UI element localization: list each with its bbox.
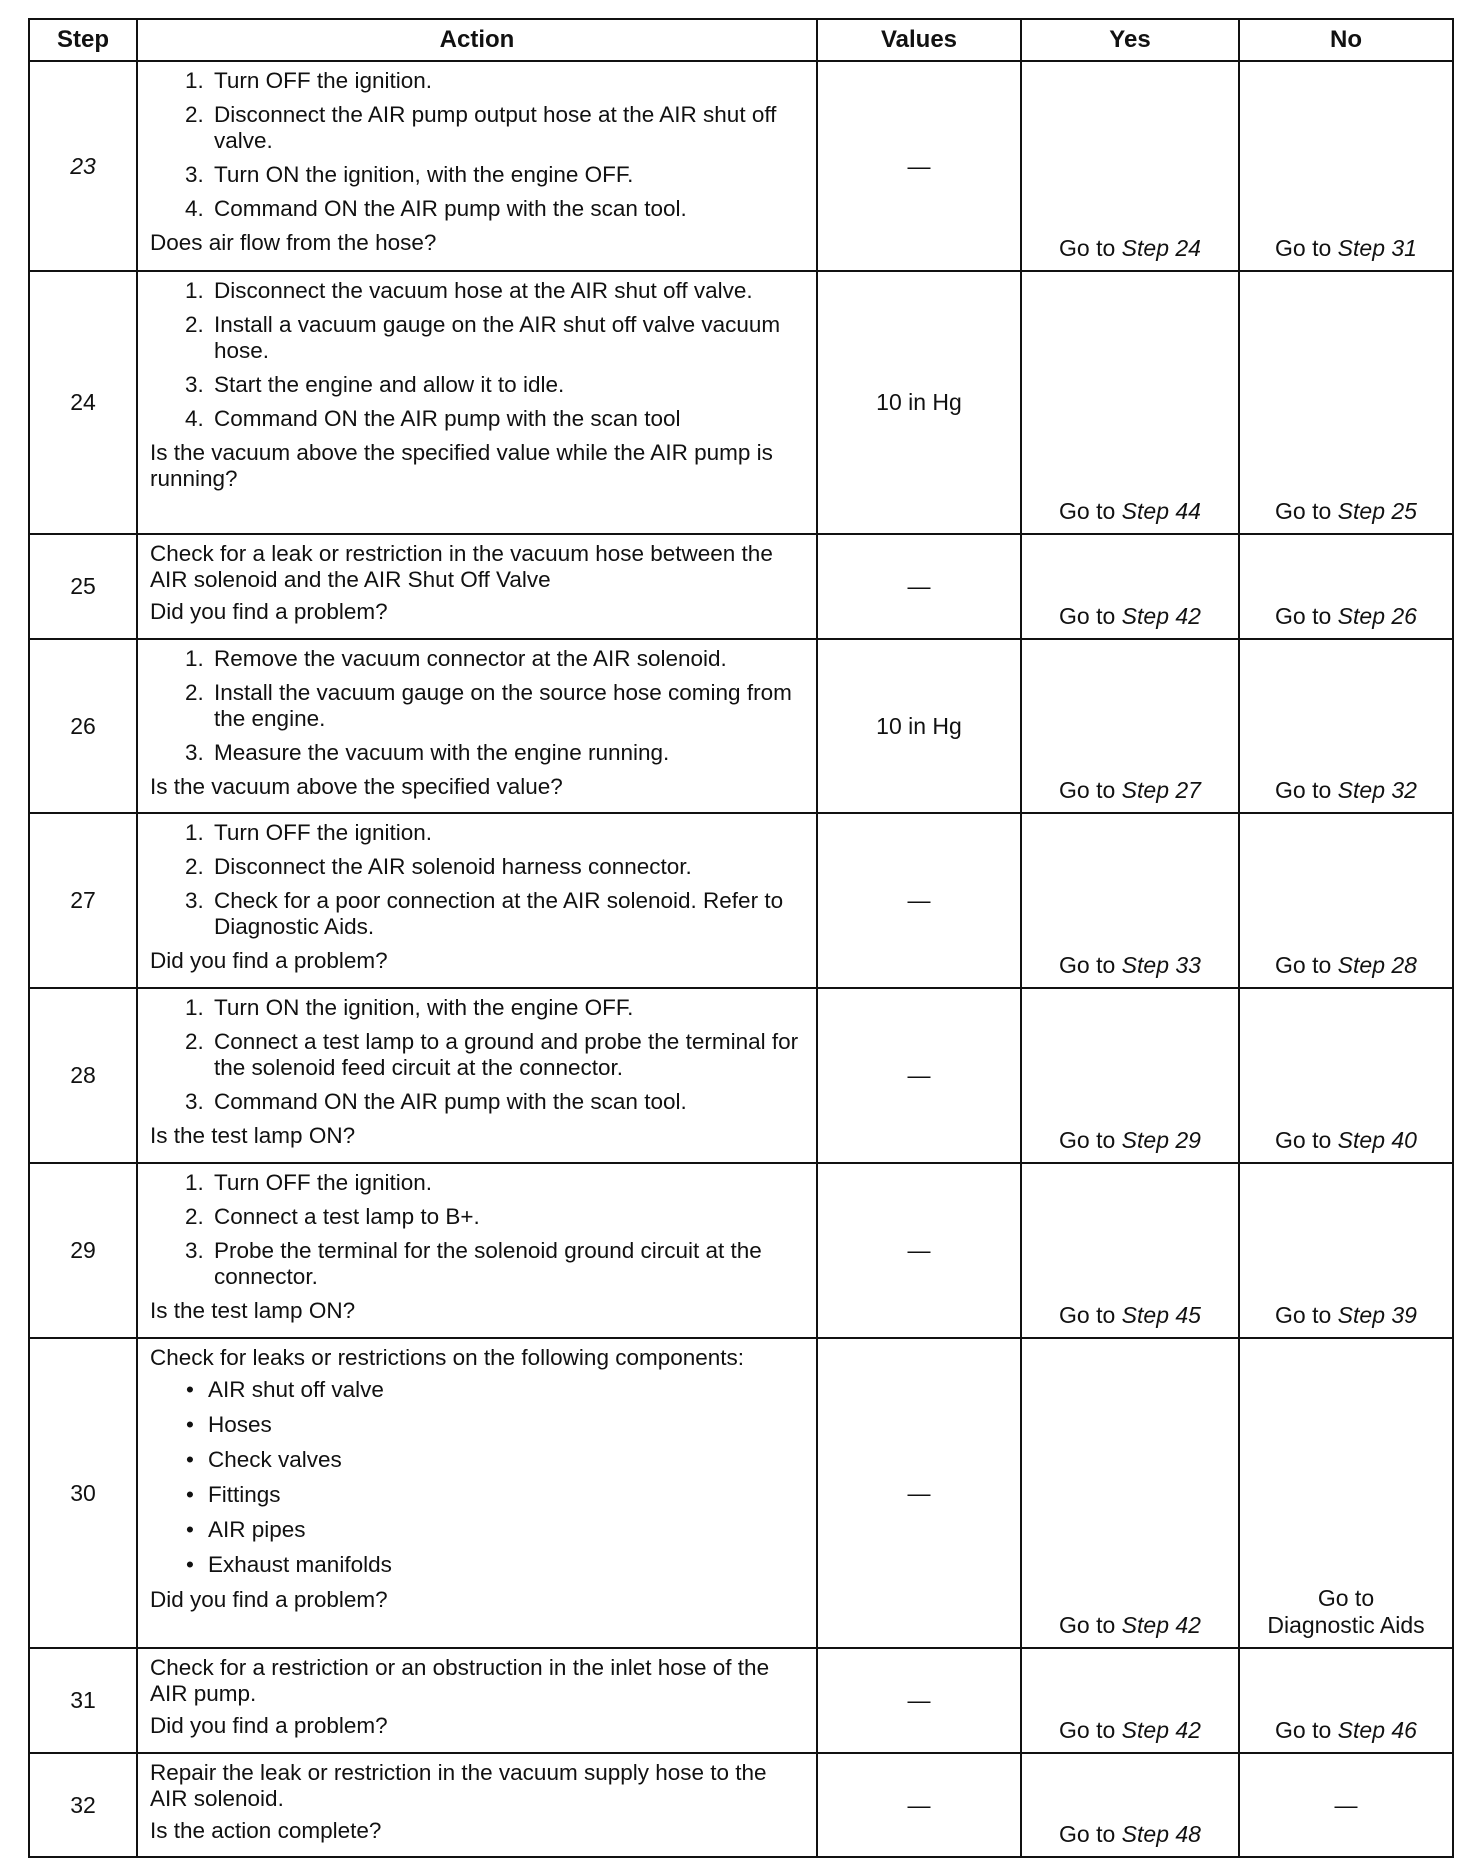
yes-cell [1021,1648,1239,1753]
action-question: Is the vacuum above the specified value while the AIR pump is running? [150,440,773,491]
goto-prefix: Go to [1275,952,1332,978]
step-number: 27 [29,813,137,988]
yes-cell [1021,534,1239,639]
header-row [29,19,1453,61]
yes-cell [1021,1338,1239,1648]
no-cell [1239,61,1453,271]
yes-cell [1021,271,1239,534]
yes-cell [1021,813,1239,988]
yes-step-ref: Step 48 [1121,1821,1201,1847]
action-question: Is the action complete? [150,1818,382,1843]
yes-step-ref: Step 42 [1121,603,1201,629]
action-step: 3. Probe the terminal for the solenoid ground circuit at the connector. [210,1238,808,1290]
table-row [29,534,1453,639]
step-number: 25 [29,534,137,639]
step-number: 28 [29,988,137,1163]
goto-prefix: Go to [1275,1717,1332,1743]
step-number: 29 [29,1163,137,1338]
yes-cell [1021,639,1239,813]
action-step: 1. Turn OFF the ignition. [210,68,808,94]
goto-prefix: Go to [1275,498,1332,524]
no-cell: — [1239,1753,1453,1857]
action-question: Did you find a problem? [150,948,388,973]
action-intro: Repair the leak or restriction in the vacuum supply hose to the AIR solenoid. [150,1760,767,1811]
diagnostic-table [28,18,1454,1858]
list-item: • Check valves [208,1447,808,1473]
action-steps [150,278,808,432]
no-step-ref: Step 40 [1337,1127,1417,1153]
action-cell [137,988,817,1163]
action-step: 2. Disconnect the AIR solenoid harness connector. [210,854,808,880]
action-step: 2. Connect a test lamp to a ground and probe the terminal for the solenoid feed circuit at the connector. [210,1029,808,1081]
action-cell [137,1163,817,1338]
action-intro: Check for a restriction or an obstruction in the inlet hose of the AIR pump. [150,1655,770,1706]
no-cell [1239,813,1453,988]
step-number: 24 [29,271,137,534]
action-step: 2. Connect a test lamp to B+. [210,1204,808,1230]
action-step: 3. Command ON the AIR pump with the scan tool. [210,1089,808,1115]
action-steps [150,820,808,940]
yes-step-ref: Step 42 [1121,1717,1201,1743]
action-cell [137,1338,817,1648]
header-values: Values [817,19,1021,61]
action-step: 1. Turn OFF the ignition. [210,1170,808,1196]
header-yes: Yes [1021,19,1239,61]
list-item: • AIR pipes [208,1517,808,1543]
no-step-ref: Step 39 [1337,1302,1417,1328]
no-step-ref: Step 31 [1337,235,1417,261]
value-cell: — [817,1338,1021,1648]
header-no: No [1239,19,1453,61]
yes-cell [1021,61,1239,271]
action-step: 2. Install the vacuum gauge on the source hose coming from the engine. [210,680,808,732]
value-cell: — [817,1753,1021,1857]
goto-prefix: Go to [1275,235,1332,261]
goto-prefix: Go to [1059,498,1116,524]
action-question: Did you find a problem? [150,1587,388,1612]
value-cell: — [817,534,1021,639]
table-row [29,813,1453,988]
action-step: 1. Remove the vacuum connector at the AIR solenoid. [210,646,808,672]
goto-prefix: Go to [1059,1821,1116,1847]
action-step: 3. Measure the vacuum with the engine running. [210,740,808,766]
no-step-ref: Step 26 [1337,603,1417,629]
yes-step-ref: Step 27 [1121,777,1201,803]
action-step: 4. Command ON the AIR pump with the scan tool. [210,196,808,222]
step-number: 26 [29,639,137,813]
yes-cell [1021,1163,1239,1338]
goto-prefix: Go to [1275,777,1332,803]
action-step: 1. Disconnect the vacuum hose at the AIR shut off valve. [210,278,808,304]
yes-step-ref: Step 45 [1121,1302,1201,1328]
goto-prefix: Go to [1059,235,1116,261]
table-row [29,1338,1453,1648]
action-step: 3. Turn ON the ignition, with the engine OFF. [210,162,808,188]
component-list [150,1377,808,1578]
action-step: 2. Disconnect the AIR pump output hose at the AIR shut off valve. [210,102,808,154]
action-intro: Check for a leak or restriction in the vacuum hose between the AIR solenoid and the AIR Shut Off Valve [150,541,773,592]
header-step: Step [29,19,137,61]
yes-cell [1021,1753,1239,1857]
action-cell [137,534,817,639]
value-cell: 10 in Hg [817,271,1021,534]
no-cell [1239,1163,1453,1338]
value-cell: — [817,813,1021,988]
no-cell [1239,988,1453,1163]
list-item: • Exhaust manifolds [208,1552,808,1578]
action-question: Did you find a problem? [150,1713,388,1738]
goto-prefix: Go to [1059,603,1116,629]
action-intro: Check for leaks or restrictions on the following components: [150,1345,745,1370]
no-cell [1239,1648,1453,1753]
goto-prefix: Go to [1275,1302,1332,1328]
yes-step-ref: Step 29 [1121,1127,1201,1153]
yes-step-ref: Step 24 [1121,235,1201,261]
yes-step-ref: Step 44 [1121,498,1201,524]
table-row [29,639,1453,813]
action-question: Is the vacuum above the specified value? [150,774,563,799]
no-cell [1239,534,1453,639]
yes-step-ref: Step 42 [1121,1612,1201,1638]
action-steps [150,995,808,1115]
yes-cell [1021,988,1239,1163]
action-cell [137,61,817,271]
value-cell: — [817,988,1021,1163]
list-item: • Hoses [208,1412,808,1438]
step-number: 31 [29,1648,137,1753]
action-step: 1. Turn ON the ignition, with the engine OFF. [210,995,808,1021]
table-row [29,61,1453,271]
goto-prefix: Go to [1059,1612,1116,1638]
step-number: 23 [29,61,137,271]
no-cell [1239,1338,1453,1648]
no-step-ref: Step 32 [1337,777,1417,803]
action-cell [137,271,817,534]
no-step-ref: Step 28 [1337,952,1417,978]
action-question: Is the test lamp ON? [150,1298,356,1323]
goto-prefix: Go to [1059,952,1116,978]
action-cell [137,639,817,813]
table-row [29,1753,1453,1857]
action-question: Does air flow from the hose? [150,230,437,255]
action-cell [137,1648,817,1753]
value-cell: — [817,1648,1021,1753]
action-question: Did you find a problem? [150,599,388,624]
goto-prefix: Go to [1275,1127,1332,1153]
action-step: 3. Check for a poor connection at the AIR solenoid. Refer to Diagnostic Aids. [210,888,808,940]
action-cell [137,813,817,988]
yes-step-ref: Step 33 [1121,952,1201,978]
action-steps [150,68,808,222]
no-cell [1239,639,1453,813]
goto-prefix: Go to [1275,603,1332,629]
no-step-ref: Step 25 [1337,498,1417,524]
goto-prefix: Go to [1059,1717,1116,1743]
table-row [29,1163,1453,1338]
action-steps [150,1170,808,1290]
goto-prefix: Go to [1059,1302,1116,1328]
list-item: • Fittings [208,1482,808,1508]
action-steps [150,646,808,766]
value-cell: — [817,1163,1021,1338]
no-cell [1239,271,1453,534]
no-target-text: Diagnostic Aids [1267,1612,1425,1638]
action-step: 3. Start the engine and allow it to idle. [210,372,808,398]
goto-prefix: Go to [1059,777,1116,803]
goto-prefix: Go to [1059,1127,1116,1153]
table-row [29,988,1453,1163]
value-cell: — [817,61,1021,271]
action-cell [137,1753,817,1857]
list-item: • AIR shut off valve [208,1377,808,1403]
action-question: Is the test lamp ON? [150,1123,356,1148]
table-row [29,271,1453,534]
action-step: 4. Command ON the AIR pump with the scan tool [210,406,808,432]
action-step: 2. Install a vacuum gauge on the AIR shut off valve vacuum hose. [210,312,808,364]
header-action: Action [137,19,817,61]
step-number: 32 [29,1753,137,1857]
value-cell: 10 in Hg [817,639,1021,813]
goto-prefix: Go to [1317,1585,1375,1611]
table-row [29,1648,1453,1753]
action-step: 1. Turn OFF the ignition. [210,820,808,846]
step-number: 30 [29,1338,137,1648]
no-step-ref: Step 46 [1337,1717,1417,1743]
